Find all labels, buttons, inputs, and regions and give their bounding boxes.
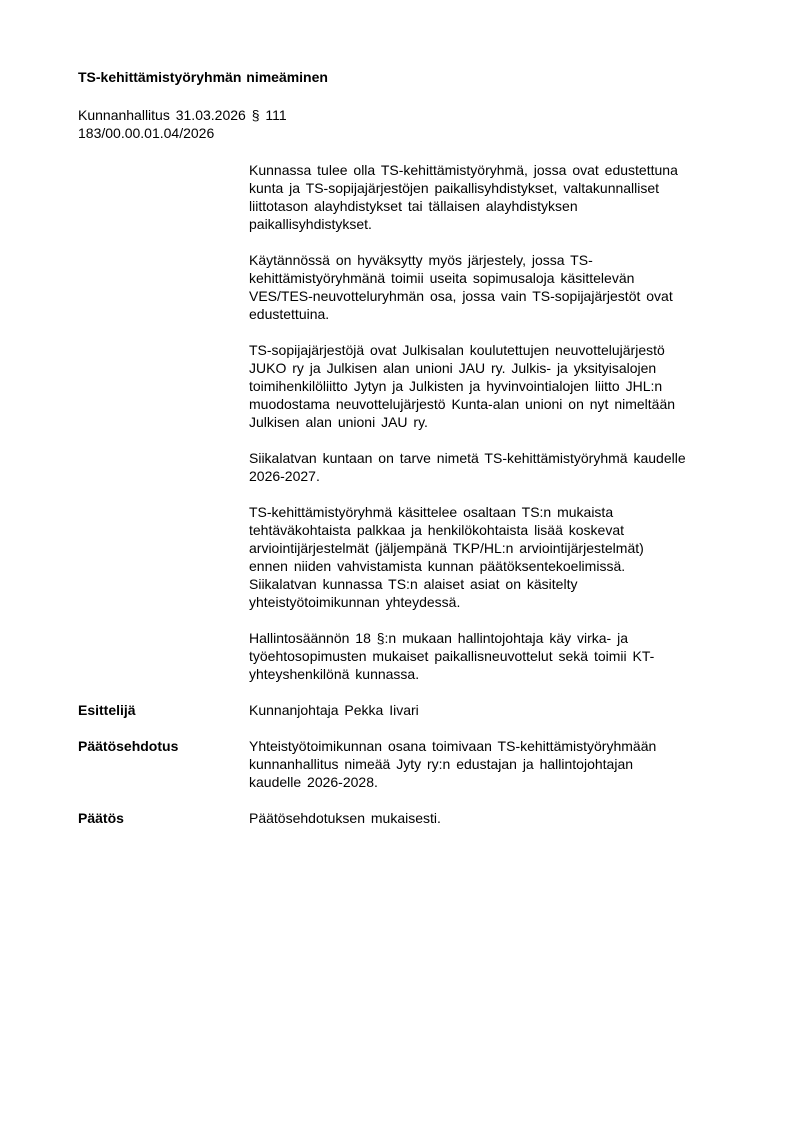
text-line: TS-sopijajärjestöjä ovat Julkisalan koulutettujen neuvottelujärjestö	[249, 342, 665, 358]
presenter-label: Esittelijä	[78, 702, 136, 718]
decision-label: Päätös	[78, 810, 124, 826]
text-line: yhteyshenkilönä kunnassa.	[249, 666, 420, 682]
text-line: 2026-2027.	[249, 468, 320, 484]
paragraph	[249, 341, 738, 431]
text-line: Julkisen alan unioni JAU ry.	[249, 414, 428, 430]
text-line: paikallisyhdistykset.	[249, 216, 372, 232]
presenter-row	[78, 701, 738, 719]
presenter-value	[249, 701, 738, 719]
description-body	[249, 161, 738, 683]
record-number: 183/00.00.01.04/2026	[78, 125, 215, 141]
document-title: TS-kehittämistyöryhmän nimeäminen	[78, 69, 328, 85]
proposal-row	[78, 737, 738, 791]
text-line: Yhteistyötoimikunnan osana toimivaan TS-kehittämistyöryhmään	[249, 738, 657, 754]
text-line: Siikalatvan kunnassa TS:n alaiset asiat on käsitelty	[249, 576, 578, 592]
text-line: kehittämistyöryhmänä toimii useita sopimusaloja käsittelevän	[249, 270, 635, 286]
decision-row	[78, 809, 738, 827]
text-line: Päätösehdotuksen mukaisesti.	[249, 810, 441, 826]
text-line: JUKO ry ja Julkisen alan unioni JAU ry. Julkis- ja yksityisalojen	[249, 360, 657, 376]
text-line: kunta ja TS-sopijajärjestöjen paikallisyhdistykset, valtakunnalliset	[249, 180, 660, 196]
text-line: työehtosopimusten mukaiset paikallisneuvottelut sekä toimii KT-	[249, 648, 655, 664]
text-line: edustettuina.	[249, 306, 330, 322]
text-line: Kunnanjohtaja Pekka Iivari	[249, 702, 419, 718]
paragraph	[249, 629, 738, 683]
proposal-label: Päätösehdotus	[78, 738, 179, 754]
meeting-info	[78, 106, 738, 142]
text-line: arviointijärjestelmät (jäljempänä TKP/HL:n arviointijärjestelmät)	[249, 540, 644, 556]
paragraph	[249, 161, 738, 233]
text-line: kunnanhallitus nimeää Jyty ry:n edustajan ja hallintojohtajan	[249, 756, 634, 772]
text-line: tehtäväkohtaista palkkaa ja henkilökohtaista lisää koskevat	[249, 522, 624, 538]
text-line: Hallintosäännön 18 §:n mukaan hallintojohtaja käy virka- ja	[249, 630, 628, 646]
text-line: Kunnassa tulee olla TS-kehittämistyöryhmä, jossa ovat edustettuna	[249, 162, 678, 178]
text-line: TS-kehittämistyöryhmä käsittelee osaltaan TS:n mukaista	[249, 504, 614, 520]
text-line: ennen niiden vahvistamista kunnan päätöksentekoelimissä.	[249, 558, 626, 574]
text-line: yhteistyötoimikunnan yhteydessä.	[249, 594, 461, 610]
text-line: liittotason alayhdistykset tai tällaisen alayhdistyksen	[249, 198, 578, 214]
paragraph	[249, 449, 738, 485]
text-line: Siikalatvan kuntaan on tarve nimetä TS-kehittämistyöryhmä kaudelle	[249, 450, 686, 466]
text-line: muodostama neuvottelujärjestö Kunta-alan unioni on nyt nimeltään	[249, 396, 676, 412]
meeting-line: Kunnanhallitus 31.03.2026 § 111	[78, 107, 287, 123]
text-line: VES/TES-neuvotteluryhmän osa, jossa vain TS-sopijajärjestöt ovat	[249, 288, 673, 304]
text-line: Käytännössä on hyväksytty myös järjestely, jossa TS-	[249, 252, 593, 268]
decision-value	[249, 809, 738, 827]
text-line: kaudelle 2026-2028.	[249, 774, 378, 790]
proposal-value	[249, 737, 738, 791]
document-page	[78, 68, 738, 845]
text-line: toimihenkilöliitto Jytyn ja Julkisten ja hyvinvointialojen liitto JHL:n	[249, 378, 663, 394]
paragraph	[249, 251, 738, 323]
paragraph	[249, 503, 738, 611]
